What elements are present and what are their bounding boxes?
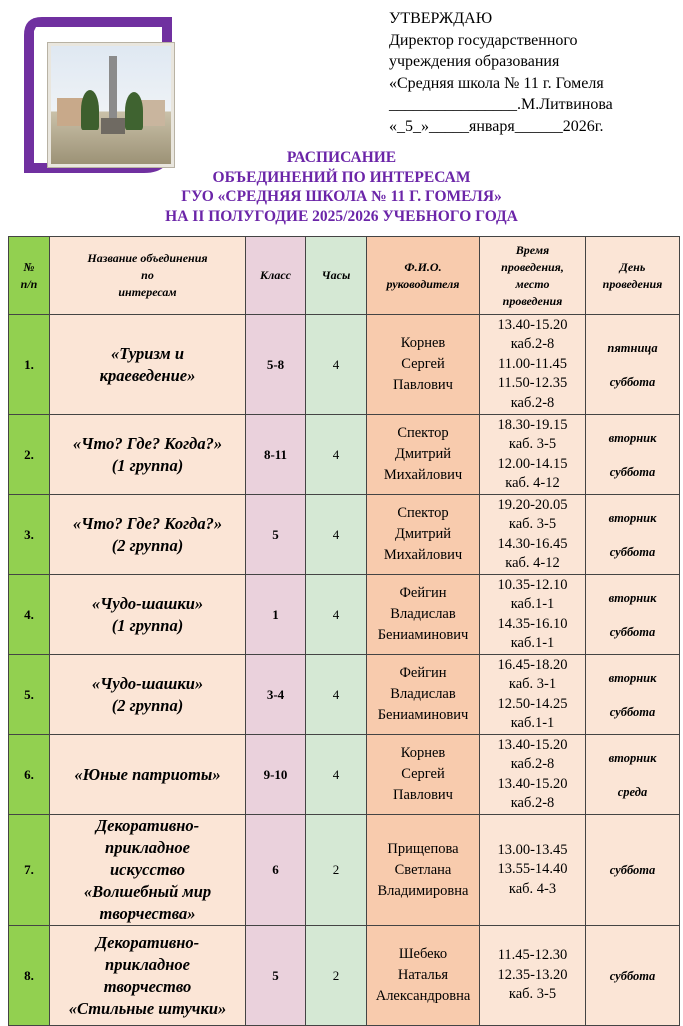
row-leader: Корнев Сергей Павлович (367, 315, 480, 415)
row-class: 5 (246, 926, 306, 1026)
table-row (9, 495, 680, 575)
schedule-table (8, 236, 680, 1026)
row-name: «Юные патриоты» (50, 735, 246, 815)
row-time: 11.45-12.30 12.35-13.20 каб. 3-5 (480, 926, 586, 1026)
row-leader: Прищепова Светлана Владимировна (367, 815, 480, 926)
row-day: вторник суббота (586, 655, 680, 735)
row-hours: 4 (306, 415, 367, 495)
row-class: 3-4 (246, 655, 306, 735)
row-leader: Спектор Дмитрий Михайлович (367, 495, 480, 575)
row-leader: Корнев Сергей Павлович (367, 735, 480, 815)
row-time: 16.45-18.20 каб. 3-1 12.50-14.25 каб.1-1 (480, 655, 586, 735)
row-time: 19.20-20.05 каб. 3-5 14.30-16.45 каб. 4-12 (480, 495, 586, 575)
row-number: 6. (9, 735, 50, 815)
row-leader: Шебеко Наталья Александровна (367, 926, 480, 1026)
row-hours: 4 (306, 735, 367, 815)
header-num: № п/п (9, 237, 50, 315)
header-time: Время проведения, место проведения (480, 237, 586, 315)
row-leader: Фейгин Владислав Бениаминович (367, 655, 480, 735)
row-name: Декоративно- прикладное творчество «Стильные штучки» (50, 926, 246, 1026)
row-leader: Спектор Дмитрий Михайлович (367, 415, 480, 495)
header-class: Класс (246, 237, 306, 315)
row-hours: 4 (306, 495, 367, 575)
row-time: 13.00-13.45 13.55-14.40 каб. 4-3 (480, 815, 586, 926)
row-class: 5-8 (246, 315, 306, 415)
title-line: ГУО «СРЕДНЯЯ ШКОЛА № 11 Г. ГОМЕЛЯ» (181, 188, 502, 205)
row-name: «Что? Где? Когда?» (2 группа) (50, 495, 246, 575)
approval-line: «Средняя школа № 11 г. Гомеля (389, 74, 604, 92)
approval-line: УТВЕРЖДАЮ (389, 10, 493, 27)
row-name: «Чудо-шашки» (2 группа) (50, 655, 246, 735)
table-row (9, 655, 680, 735)
row-number: 2. (9, 415, 50, 495)
header-leader: Ф.И.О. руководителя (367, 237, 480, 315)
row-number: 7. (9, 815, 50, 926)
row-number: 8. (9, 926, 50, 1026)
row-class: 6 (246, 815, 306, 926)
table-row (9, 315, 680, 415)
row-day: пятница суббота (586, 315, 680, 415)
title-line: РАСПИСАНИЕ (286, 149, 397, 166)
row-time: 13.40-15.20 каб.2-8 13.40-15.20 каб.2-8 (480, 735, 586, 815)
approval-line: Директор государственного (389, 31, 578, 49)
table-row (9, 415, 680, 495)
row-name: «Что? Где? Когда?» (1 группа) (50, 415, 246, 495)
row-number: 5. (9, 655, 50, 735)
table-row (9, 735, 680, 815)
row-hours: 2 (306, 815, 367, 926)
row-day: вторник суббота (586, 575, 680, 655)
row-day: суббота (586, 926, 680, 1026)
row-name: Декоративно- прикладное искусство «Волшебный мир творчества» (50, 815, 246, 926)
row-class: 5 (246, 495, 306, 575)
table-row (9, 926, 680, 1026)
row-name: «Туризм и краеведение» (50, 315, 246, 415)
row-hours: 4 (306, 655, 367, 735)
row-class: 9-10 (246, 735, 306, 815)
row-day: суббота (586, 815, 680, 926)
header-hours: Часы (306, 237, 367, 315)
row-time: 13.40-15.20 каб.2-8 11.00-11.45 11.50-12.35 каб.2-8 (480, 315, 586, 415)
row-time: 10.35-12.10 каб.1-1 14.35-16.10 каб.1-1 (480, 575, 586, 655)
table-row (9, 815, 680, 926)
row-leader: Фейгин Владислав Бениаминович (367, 575, 480, 655)
row-class: 1 (246, 575, 306, 655)
row-day: вторник среда (586, 735, 680, 815)
row-number: 3. (9, 495, 50, 575)
approval-line: ________________.М.Литвинова (389, 96, 613, 114)
row-hours: 4 (306, 575, 367, 655)
row-hours: 2 (306, 926, 367, 1026)
row-number: 1. (9, 315, 50, 415)
row-hours: 4 (306, 315, 367, 415)
approval-line: учреждения образования (389, 53, 560, 71)
row-day: вторник суббота (586, 415, 680, 495)
approval-block (389, 8, 669, 138)
header-name: Название объединения по интересам (50, 237, 246, 315)
row-number: 4. (9, 575, 50, 655)
title-line: ОБЪЕДИНЕНИЙ ПО ИНТЕРЕСАМ (212, 168, 471, 186)
row-class: 8-11 (246, 415, 306, 495)
row-time: 18.30-19.15 каб. 3-5 12.00-14.15 каб. 4-12 (480, 415, 586, 495)
document-title (0, 148, 683, 226)
header-day: День проведения (586, 237, 680, 315)
approval-line: «_5_»_____января______2026г. (389, 117, 604, 135)
table-header-row (9, 237, 680, 315)
title-line: НА II ПОЛУГОДИЕ 2025/2026 УЧЕБНОГО ГОДА (165, 207, 518, 225)
row-name: «Чудо-шашки» (1 группа) (50, 575, 246, 655)
row-day: вторник суббота (586, 495, 680, 575)
table-row (9, 575, 680, 655)
